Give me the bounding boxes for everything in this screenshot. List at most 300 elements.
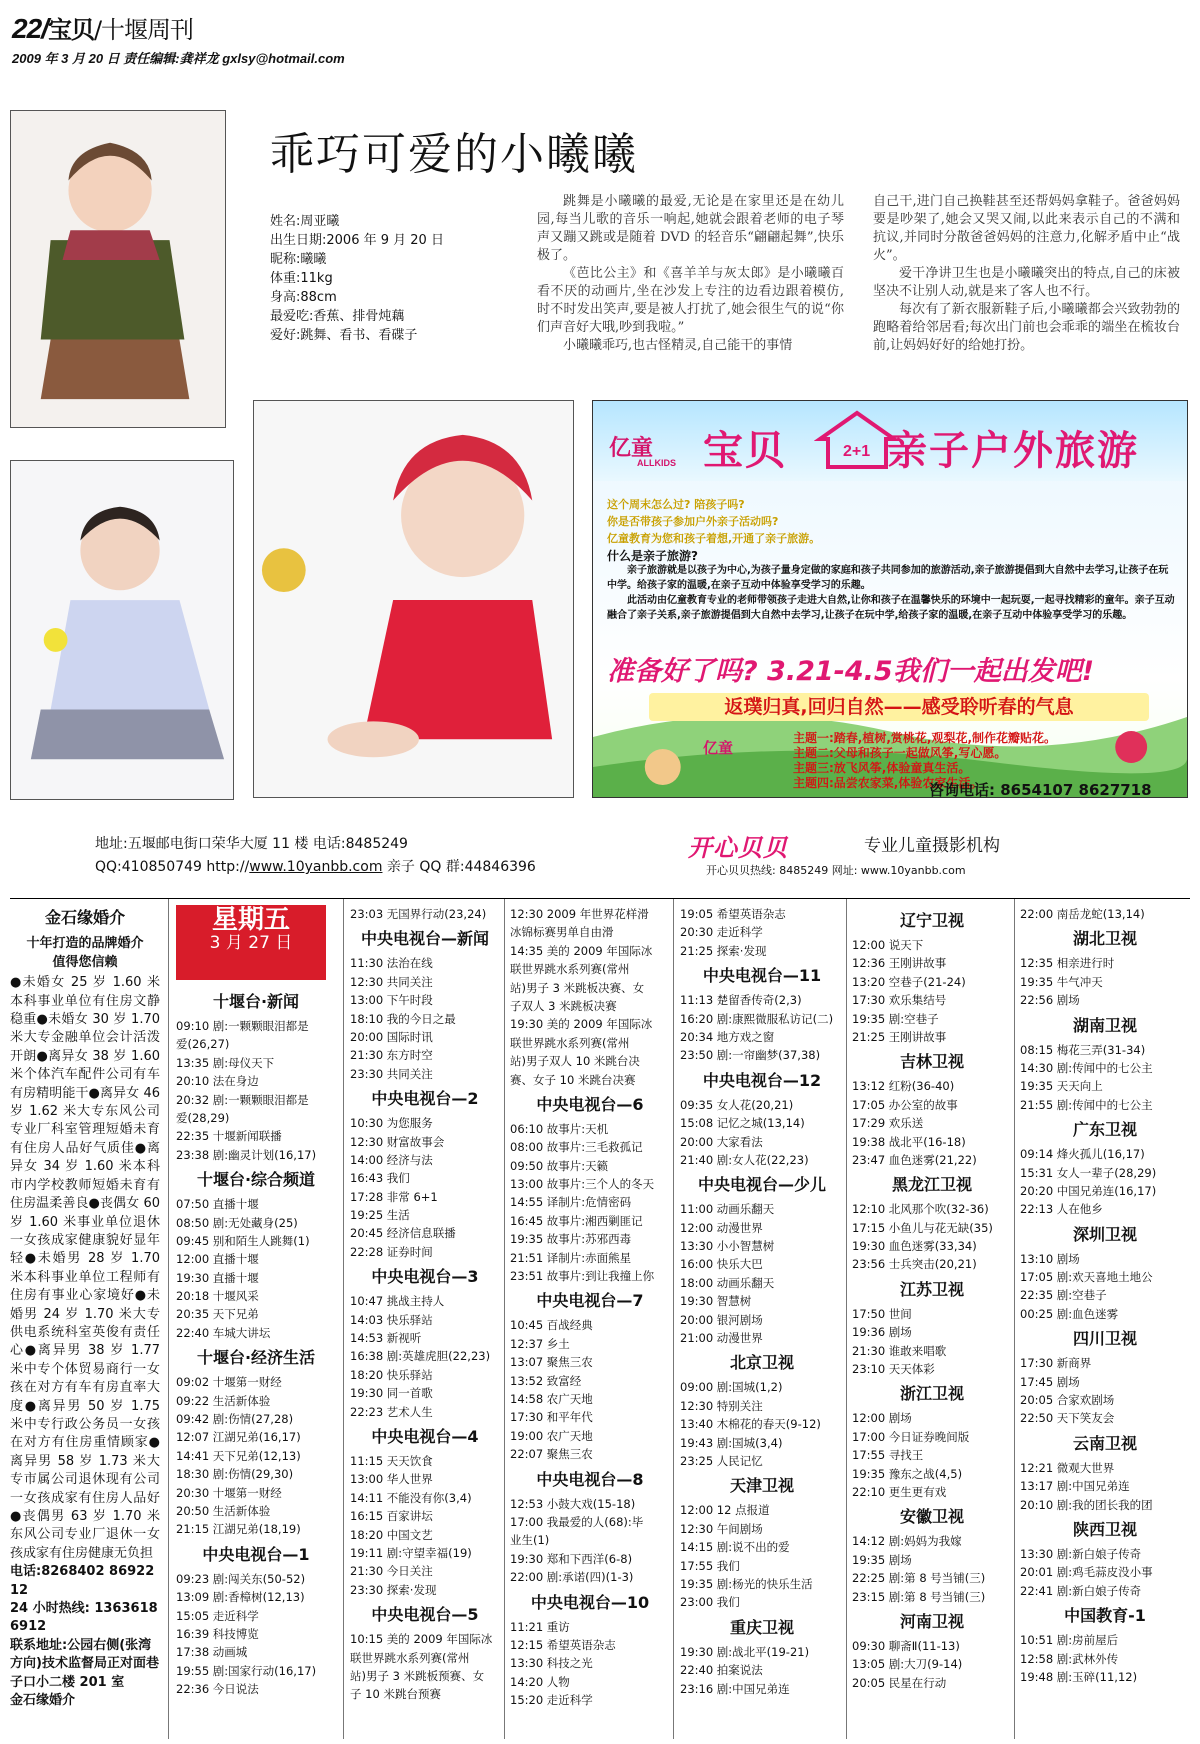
channel-heading: 湖南卫视	[1072, 1015, 1137, 1035]
program-entry: 10:30 为您服务	[350, 1116, 433, 1131]
program-entry: 11:21 重访	[510, 1619, 570, 1634]
program-entry: 13:00 故事片:三个人的冬天	[510, 1177, 655, 1192]
program-entry: 20:30 走近科学	[680, 925, 763, 940]
program-entry: 08:15 梅花三弄(31-34)	[1020, 1042, 1146, 1057]
program-entry: 20:50 生活新体验	[176, 1503, 271, 1518]
marriage-slogan-2: 值得您信赖	[52, 954, 118, 970]
studio-info-strip	[0, 830, 1200, 880]
program-entry: 19:35 豫东之战(4,5)	[852, 1466, 963, 1481]
channel-heading: 中央电视台—3	[371, 1267, 479, 1287]
studio-website-link[interactable]: www.10yanbb.com	[249, 859, 383, 875]
article-paragraph: 自己干,进门自己换鞋甚至还帮妈妈拿鞋子。爸爸妈妈要是吵架了,她会又哭又闹,以此来表示自己的不满和抗议,并同时分散爸爸妈妈的注意力,化解矛盾中止“战火”。	[873, 194, 1180, 263]
program-entry: 09:14 烽火孤儿(16,17)	[1020, 1147, 1145, 1162]
program-entry: 19:30 剧:战北平(19-21)	[680, 1644, 810, 1659]
channel-heading: 浙江卫视	[899, 1384, 964, 1404]
channel-heading: 十堰台·经济生活	[196, 1348, 316, 1368]
channel-heading: 天津卫视	[729, 1476, 794, 1496]
program-entry: 14:12 剧:妈妈为我嫁	[852, 1534, 962, 1549]
program-entry: 07:50 直播十堰	[176, 1197, 259, 1212]
article-paragraph: 小曦曦乖巧,也古怪精灵,自己能干的事情	[563, 338, 793, 353]
program-entry: 19:35 剧场	[852, 1552, 912, 1567]
program-entry: 13:10 剧场	[1020, 1251, 1080, 1266]
program-entry: 13:40 木棉花的春天(9-12)	[680, 1417, 821, 1432]
program-entry: 20:32 剧:一颗颗眼泪都是	[176, 1092, 309, 1107]
program-entry: 23:47 血色迷雾(21,22)	[852, 1152, 977, 1167]
program-entry: 11:30 法治在线	[350, 956, 433, 971]
program-entry: 20:35 天下兄弟	[176, 1307, 259, 1322]
page-number	[12, 10, 193, 45]
column-divider	[673, 899, 674, 1739]
program-entry: 19:30 郑和下西洋(6-8)	[510, 1551, 633, 1566]
profile-height: 身高:88cm	[270, 290, 337, 305]
tv-column-5	[852, 905, 1012, 1692]
channel-heading: 中央电视台—2	[371, 1089, 479, 1109]
channel-heading: 中央电视台—8	[536, 1469, 644, 1489]
program-entry: 18:10 我的今日之最	[350, 1011, 456, 1026]
program-entry: 13:05 剧:大刀(9-14)	[852, 1657, 963, 1672]
program-entry: 10:15 美的 2009 年国际冰	[350, 1632, 493, 1647]
house-icon	[814, 409, 900, 471]
ad-body-paragraph: 此活动由亿童教育专业的老师带领孩子走进大自然,让你和孩子在温馨快乐的环境中一起玩耍,一起寻找精彩的童年。亲子互动融合了亲子关系,亲子旅游提倡到大自然中去学习,让孩子在玩中学,给孩子家的温暖,在亲子互动中体验享受学习的乐趣。	[607, 595, 1175, 621]
article-paragraph: 每次有了新衣服新鞋子后,小曦曦都会兴致勃勃的跑略着给邻居看;每次出门前也会乖乖的端坐在梳妆台前,让妈妈好好的给她打扮。	[873, 302, 1180, 353]
studio-logo: 开心贝贝	[688, 834, 788, 862]
program-entry: 17:30 和平年代	[510, 1410, 593, 1425]
program-entry: 18:20 中国文艺	[350, 1527, 433, 1542]
channel-heading: 中央电视台—新闻	[360, 929, 489, 949]
program-entry: 21:55 剧:传闻中的七公主	[1020, 1097, 1153, 1112]
tv-column-1	[176, 905, 336, 1699]
program-entry: 17:15 小鱼儿与花无缺(35)	[852, 1220, 993, 1235]
column-divider	[504, 899, 505, 1739]
program-entry: 16:43 我们	[350, 1171, 410, 1186]
ad-theme: 主题二:父母和孩子一起做风筝,写心愿。	[793, 746, 1007, 760]
program-entry: 12:37 乡土	[510, 1336, 570, 1351]
program-entry: 联世界跳水系列赛(常州	[510, 1035, 630, 1050]
program-entry: 13:52 致富经	[510, 1373, 582, 1388]
program-entry: 20:30 十堰第一财经	[176, 1485, 282, 1500]
program-entry: 联世界跳水系列赛(常州	[350, 1650, 470, 1665]
ad-logo: 亿童	[609, 436, 654, 461]
profile-list	[270, 212, 520, 345]
program-entry: 19:55 剧:国家行动(16,17)	[176, 1663, 317, 1678]
channel-heading: 黑龙江卫视	[891, 1175, 972, 1195]
program-entry: 爱(28,29)	[176, 1110, 230, 1125]
ad-banner-left: 宝贝	[703, 428, 787, 474]
profile-name: 姓名:周亚曦	[270, 214, 340, 229]
program-entry: 23:00 我们	[680, 1595, 740, 1610]
channel-heading: 中央电视台—少儿	[697, 1175, 826, 1195]
studio-qq-line	[95, 856, 536, 876]
program-entry: 10:51 剧:房前屋后	[1020, 1633, 1119, 1648]
profile-hobby: 爱好:跳舞、看书、看碟子	[270, 328, 418, 343]
channel-heading: 中央电视台—5	[371, 1605, 479, 1625]
program-entry: 19:30 直播十堰	[176, 1270, 259, 1285]
tv-column-3	[510, 905, 670, 1709]
program-entry: 22:00 剧:承诺(四)(1-3)	[510, 1570, 634, 1585]
program-entry: 12:00 说天下	[852, 938, 924, 952]
program-entry: 19:30 美的 2009 年国际冰	[510, 1017, 653, 1032]
profile-weight: 体重:11kg	[270, 271, 333, 286]
program-entry: 09:02 十堰第一财经	[176, 1375, 282, 1390]
program-entry: 14:53 新视听	[350, 1331, 422, 1346]
ad-phone: 咨询电话: 8654107 8627718	[929, 781, 1152, 798]
program-entry: 23:16 剧:中国兄弟连	[680, 1681, 790, 1696]
program-entry: 14:30 剧:传闻中的七公主	[1020, 1060, 1153, 1075]
program-entry: 业生(1)	[510, 1533, 550, 1548]
program-entry: 13:12 红粉(36-40)	[852, 1079, 955, 1094]
marriage-brand: 金石缘婚介	[10, 1693, 76, 1709]
ad-house-label: 2+1	[843, 443, 871, 460]
program-entry: 00:25 剧:血色迷雾	[1020, 1306, 1119, 1321]
photo-baby-standing	[10, 110, 226, 428]
weekday: 星期五	[211, 905, 290, 935]
program-entry: 22:25 剧:第 8 号当铺(三)	[852, 1571, 986, 1586]
program-entry: 21:00 动漫世界	[680, 1331, 763, 1346]
program-entry: 站)男子 3 米跳板预赛、女	[350, 1668, 485, 1683]
channel-heading: 中央电视台—11	[702, 966, 822, 986]
ad-question-3: 亿童教育为您和孩子着想,开通了亲子旅游。	[607, 532, 821, 545]
program-entry: 18:30 剧:伤情(29,30)	[176, 1467, 294, 1482]
program-entry: 爱(26,27)	[176, 1037, 230, 1052]
ad-question-2: 你是否带孩子参加户外亲子活动吗?	[607, 515, 779, 528]
program-entry: 21:40 剧:女人花(22,23)	[680, 1152, 809, 1167]
program-entry: 22:36 今日说法	[176, 1682, 259, 1697]
program-entry: 12:36 王刚讲故事	[852, 956, 947, 971]
program-entry: 12:30 2009 年世界花样滑	[510, 907, 649, 921]
program-entry: 17:29 欢乐送	[852, 1116, 924, 1131]
marriage-address: 联系地址:公园右侧(张湾方向)技术监督局正对面巷子口小二楼 201 室	[10, 1637, 159, 1690]
program-entry: 22:50 天下笑友会	[1020, 1411, 1115, 1426]
program-entry: 19:00 农广天地	[510, 1428, 593, 1443]
program-entry: 14:03 快乐驿站	[350, 1312, 433, 1327]
program-entry: 20:20 中国兄弟连(16,17)	[1020, 1183, 1157, 1198]
program-entry: 19:05 希望英语杂志	[680, 907, 786, 921]
program-entry: 12:15 希望英语杂志	[510, 1637, 616, 1652]
program-entry: 17:00 我最爱的人(68):毕	[510, 1514, 644, 1529]
program-entry: 22:28 证券时间	[350, 1244, 433, 1259]
program-entry: 09:45 别和陌生人跳舞(1)	[176, 1233, 310, 1248]
program-entry: 21:25 王刚讲故事	[852, 1029, 947, 1044]
program-entry: 19:30 同一首歌	[350, 1386, 433, 1401]
program-entry: 20:00 大家看法	[680, 1134, 763, 1149]
program-entry: 19:35 牛气冲天	[1020, 974, 1103, 989]
program-entry: 12:30 共同关注	[350, 974, 433, 989]
program-entry: 08:50 剧:无处藏身(25)	[176, 1215, 298, 1230]
channel-heading: 十堰台·综合频道	[196, 1170, 316, 1190]
channel-heading: 中央电视台—1	[202, 1544, 310, 1564]
article-title: 乖巧可爱的小曦曦	[270, 129, 638, 180]
program-entry: 14:41 天下兄弟(12,13)	[176, 1448, 301, 1463]
channel-heading: 安徽卫视	[899, 1507, 964, 1527]
program-entry: 22:07 聚焦三农	[510, 1447, 593, 1462]
program-entry: 17:05 剧:欢天喜地土地公	[1020, 1270, 1153, 1285]
program-entry: 13:30 科技之光	[510, 1656, 593, 1671]
program-entry: 23:15 剧:第 8 号当铺(三)	[852, 1589, 986, 1604]
program-entry: 06:10 故事片:天机	[510, 1121, 609, 1136]
photo-baby-red	[253, 400, 574, 798]
program-entry: 19:36 剧场	[852, 1325, 912, 1340]
program-entry: 11:13 楚留香传奇(2,3)	[680, 993, 802, 1008]
program-entry: 17:38 动画城	[176, 1645, 248, 1660]
program-entry: 16:38 剧:英雄虎胆(22,23)	[350, 1349, 491, 1364]
photo-baby-sitting	[10, 460, 234, 800]
program-entry: 22:41 剧:新白娘子传奇	[1020, 1583, 1142, 1598]
program-entry: 17:45 剧场	[1020, 1374, 1080, 1389]
channel-heading: 中国教育-1	[1064, 1606, 1146, 1626]
program-entry: 17:50 世间	[852, 1306, 912, 1321]
program-entry: 12:21 微观大世界	[1020, 1460, 1115, 1475]
program-entry: 23:25 人民记忆	[680, 1453, 763, 1468]
program-entry: 14:58 农广天地	[510, 1391, 593, 1406]
ad-theme: 主题三:放飞风筝,体验童真生活。	[793, 761, 971, 775]
channel-heading: 深圳卫视	[1072, 1224, 1137, 1244]
ad-slogan: 返璞归真,回归自然——感受聆听春的气息	[649, 693, 1149, 721]
program-entry: 23:50 剧:一帘幽梦(37,38)	[680, 1048, 821, 1063]
marriage-slogan-1: 十年打造的品牌婚介	[26, 936, 144, 952]
program-entry: 17:00 今日证券晚间版	[852, 1429, 970, 1444]
profile-birth: 出生日期:2006 年 9 月 20 日	[270, 233, 444, 248]
program-entry: 12:07 江湖兄弟(16,17)	[176, 1430, 301, 1445]
program-entry: 23:03 无国界行动(23,24)	[350, 907, 487, 921]
program-entry: 16:00 快乐大巴	[680, 1257, 763, 1272]
program-entry: 12:30 特别关注	[680, 1398, 763, 1413]
tv-listing-section	[10, 898, 1190, 1738]
channel-heading: 中央电视台—4	[371, 1426, 479, 1446]
ad-body	[607, 563, 1177, 623]
program-entry: 09:30 聊斋Ⅱ(11-13)	[852, 1638, 960, 1653]
article-column-2	[873, 193, 1180, 355]
ad-question-1: 这个周末怎么过? 陪孩子吗?	[607, 498, 745, 511]
marriage-agency-ad	[10, 909, 160, 1710]
program-entry: 13:30 小小智慧树	[680, 1239, 775, 1254]
program-entry: 12:30 财富故事会	[350, 1134, 445, 1149]
program-entry: 22:10 更生更有戏	[852, 1484, 947, 1499]
ad-body-paragraph: 亲子旅游就是以孩子为中心,为孩子量身定做的家庭和孩子共同参加的旅游活动,亲子旅游提倡到大自然中去学习,让孩子在玩中学。给孩子家的温暖,在亲子互动中体验享受学习的乐趣。	[607, 565, 1169, 591]
program-entry: 12:00 12 点报道	[680, 1503, 770, 1518]
program-entry: 12:00 直播十堰	[176, 1252, 259, 1267]
program-entry: 09:35 女人花(20,21)	[680, 1097, 794, 1112]
tv-column-2	[350, 905, 500, 1704]
program-entry: 23:56 士兵突击(20,21)	[852, 1257, 977, 1272]
page-header	[12, 8, 1188, 68]
channel-heading: 陕西卫视	[1072, 1519, 1137, 1539]
program-entry: 子双人 3 米跳板决赛	[510, 998, 617, 1013]
ad-ready-headline: 准备好了吗? 3.21-4.5我们一起出发吧!	[607, 656, 1095, 687]
program-entry: 19:11 剧:守望幸福(19)	[350, 1545, 472, 1560]
ad-banner	[703, 419, 1139, 476]
program-entry: 19:35 剧:空巷子	[852, 1011, 939, 1026]
profile-food: 最爱吃:香蕉、排骨炖藕	[270, 309, 405, 324]
program-entry: 08:00 故事片:三毛救孤记	[510, 1140, 643, 1155]
program-entry: 赛、女子 10 米跳台决赛	[510, 1072, 636, 1087]
day-box	[176, 905, 326, 980]
program-entry: 21:30 谁敢来唱歌	[852, 1343, 947, 1358]
marriage-hotline: 24 小时热线: 13636186912	[10, 1601, 158, 1635]
program-entry: 14:00 经济与法	[350, 1152, 433, 1167]
program-entry: 15:20 走近科学	[510, 1693, 593, 1708]
profile-nickname: 昵称:曦曦	[270, 252, 327, 267]
program-entry: 14:35 美的 2009 年国际冰	[510, 943, 653, 958]
channel-heading: 四川卫视	[1072, 1329, 1137, 1349]
program-entry: 13:09 剧:香樟树(12,13)	[176, 1590, 305, 1605]
program-entry: 站)男子双人 10 米跳台决	[510, 1054, 640, 1069]
section-name: 宝贝	[47, 16, 94, 44]
program-entry: 09:00 剧:国城(1,2)	[680, 1380, 783, 1395]
column-divider	[1014, 899, 1015, 1739]
article-paragraph: 《芭比公主》和《喜羊羊与灰太郎》是小曦曦百看不厌的动画片,坐在沙发上专注的边看边跟着模仿,时不时发出笑声,要是被人打扰了,她会很生气的说“你们声音好大哦,吵到我啦。”	[537, 266, 844, 335]
program-entry: 19:30 智慧树	[680, 1294, 752, 1309]
program-entry: 18:00 动画乐翻天	[680, 1275, 775, 1290]
program-entry: 22:40 车城大讲坛	[176, 1325, 271, 1340]
program-entry: 16:15 百家讲坛	[350, 1509, 433, 1524]
studio-hotline: 开心贝贝热线: 8485249 网址: www.10yanbb.com	[706, 864, 966, 877]
studio-address: 地址:五堰邮电街口荣华大厦 11 楼 电话:8485249	[95, 836, 408, 852]
channel-heading: 北京卫视	[729, 1353, 794, 1373]
program-entry: 12:10 北风那个吹(32-36)	[852, 1202, 989, 1217]
program-entry: 21:15 江湖兄弟(18,19)	[176, 1522, 301, 1537]
program-entry: 17:55 我们	[680, 1558, 740, 1573]
tv-column-4	[680, 905, 844, 1698]
column-divider	[168, 899, 169, 1739]
program-entry: 11:00 动画乐翻天	[680, 1202, 775, 1217]
date: 3 月 27 日	[209, 933, 293, 954]
marriage-phone: 电话:8268402 8692212	[10, 1564, 155, 1598]
program-entry: 10:47 挑战主持人	[350, 1294, 445, 1309]
program-entry: 09:22 生活新体验	[176, 1393, 271, 1408]
program-entry: 17:30 欢乐集结号	[852, 993, 947, 1008]
studio-tagline: 专业儿童摄影机构	[864, 836, 1000, 856]
program-entry: 21:51 译制片:赤面熊星	[510, 1250, 632, 1265]
publication-name: 十堰周刊	[101, 16, 194, 44]
column-divider	[343, 899, 344, 1739]
program-entry: 22:13 人在他乡	[1020, 1202, 1103, 1217]
date-editor-line: 2009 年 3 月 20 日 责任编辑:龚祥龙 gxlsy@hotmail.com	[12, 51, 345, 66]
program-entry: 12:00 动漫世界	[680, 1220, 763, 1235]
travel-advertisement	[592, 400, 1188, 798]
program-entry: 18:20 快乐驿站	[350, 1367, 433, 1382]
program-entry: 23:10 天天体彩	[852, 1362, 935, 1377]
program-entry: 15:08 记忆之城(13,14)	[680, 1116, 805, 1131]
program-entry: 12:30 午间剧场	[680, 1521, 763, 1536]
program-entry: 20:10 剧:我的团长我的团	[1020, 1497, 1153, 1512]
program-entry: 15:31 女人一辈子(28,29)	[1020, 1165, 1157, 1180]
page-num: 22/	[12, 13, 48, 44]
ad-logo-small: 亿童	[703, 739, 734, 757]
program-entry: 22:56 剧场	[1020, 993, 1080, 1008]
channel-heading: 中央电视台—6	[536, 1094, 644, 1114]
program-entry: 16:39 科技博览	[176, 1626, 259, 1641]
program-entry: 15:05 走近科学	[176, 1608, 259, 1623]
program-entry: 12:53 小鼓大戏(15-18)	[510, 1496, 636, 1511]
channel-heading: 中央电视台—7	[536, 1291, 644, 1311]
program-entry: 23:30 共同关注	[350, 1066, 433, 1081]
program-entry: 09:42 剧:伤情(27,28)	[176, 1412, 294, 1427]
article-column-1	[537, 193, 844, 355]
program-entry: 09:23 剧:闯关东(50-52)	[176, 1571, 306, 1586]
program-entry: 22:00 南岳龙蛇(13,14)	[1020, 907, 1145, 921]
header-sep: /	[93, 16, 102, 44]
channel-heading: 河南卫视	[899, 1611, 964, 1631]
channel-heading: 吉林卫视	[899, 1052, 964, 1072]
marriage-title: 金石缘婚介	[44, 908, 125, 927]
program-entry: 20:45 经济信息联播	[350, 1226, 456, 1241]
program-entry: 17:55 寻找王	[852, 1448, 924, 1463]
ad-logo-sub: ALLKIDS	[637, 458, 676, 468]
channel-heading: 中央电视台—12	[702, 1070, 822, 1090]
program-entry: 19:35 天天向上	[1020, 1079, 1103, 1094]
program-entry: 23:30 探索·发现	[350, 1582, 437, 1597]
studio-qq-b: 亲子 QQ 群:44846396	[382, 859, 536, 875]
program-entry: 冰锦标赛男单自由滑	[510, 925, 614, 940]
program-entry: 12:00 剧场	[852, 1411, 912, 1426]
ad-what-heading: 什么是亲子旅游?	[607, 549, 698, 563]
program-entry: 20:10 法在身边	[176, 1074, 259, 1089]
program-entry: 20:00 国际时讯	[350, 1029, 433, 1044]
ad-theme: 主题四:品尝农家菜,体验农家生活。	[793, 776, 983, 790]
program-entry: 19:25 生活	[350, 1208, 410, 1223]
program-entry: 14:11 不能没有你(3,4)	[350, 1490, 472, 1505]
program-entry: 20:00 银河剧场	[680, 1312, 763, 1327]
article-paragraph: 爱干净讲卫生也是小曦曦突出的特点,自己的床被坚决不让别人动,就是来了客人也不行。	[873, 266, 1180, 299]
program-entry: 13:17 剧:中国兄弟连	[1020, 1479, 1130, 1494]
program-entry: 19:30 血色迷雾(33,34)	[852, 1239, 977, 1254]
channel-heading: 云南卫视	[1072, 1433, 1137, 1453]
program-entry: 20:05 合家欢剧场	[1020, 1393, 1115, 1408]
program-entry: 13:00 下午时段	[350, 993, 433, 1008]
studio-qq-a: QQ:410850749 http://	[95, 859, 250, 875]
program-entry: 20:05 民星在行动	[852, 1675, 947, 1690]
program-entry: 21:30 今日关注	[350, 1564, 433, 1579]
channel-heading: 重庆卫视	[729, 1617, 794, 1637]
program-entry: 11:15 天天饮食	[350, 1453, 433, 1468]
program-entry: 23:38 剧:幽灵计划(16,17)	[176, 1147, 317, 1162]
program-entry: 联世界跳水系列赛(常州	[510, 962, 630, 977]
program-entry: 12:58 剧:武林外传	[1020, 1651, 1119, 1666]
program-entry: 23:51 故事片:到让我撞上你	[510, 1269, 655, 1284]
program-entry: 14:55 译制片:危情密码	[510, 1195, 632, 1210]
program-entry: 13:20 空巷子(21-24)	[852, 974, 966, 989]
program-entry: 19:48 剧:玉碎(11,12)	[1020, 1669, 1138, 1684]
ad-banner-right: 亲子户外旅游	[887, 428, 1139, 474]
program-entry: 20:18 十堰风采	[176, 1289, 259, 1304]
tv-column-6	[1020, 905, 1190, 1686]
program-entry: 17:30 新商界	[1020, 1356, 1092, 1371]
program-entry: 22:35 十堰新闻联播	[176, 1129, 282, 1144]
program-entry: 14:15 剧:说不出的爱	[680, 1540, 790, 1555]
program-entry: 22:23 艺术人生	[350, 1404, 433, 1419]
program-entry: 17:05 办公室的故事	[852, 1097, 958, 1112]
program-entry: 14:20 人物	[510, 1674, 570, 1689]
channel-heading: 辽宁卫视	[899, 911, 964, 930]
article-paragraph: 跳舞是小曦曦的最爱,无论是在家里还是在幼儿园,每当儿歌的音乐一响起,她就会跟着老师的电子琴声又蹦又跳或是随着 DVD 的轻音乐“翩翩起舞”,快乐极了。	[537, 194, 844, 263]
program-entry: 13:00 华人世界	[350, 1472, 433, 1487]
program-entry: 13:30 剧:新白娘子传奇	[1020, 1546, 1142, 1561]
program-entry: 22:40 拍案说法	[680, 1663, 763, 1678]
program-entry: 17:28 非常 6+1	[350, 1189, 438, 1204]
program-entry: 12:35 相亲进行时	[1020, 956, 1115, 971]
program-entry: 09:10 剧:一颗颗眼泪都是	[176, 1019, 309, 1033]
program-entry: 10:45 百战经典	[510, 1318, 593, 1333]
program-entry: 子 10 米跳台预赛	[350, 1687, 441, 1702]
program-entry: 16:20 剧:康熙微服私访记(二)	[680, 1011, 834, 1026]
ad-theme: 主题一:踏春,植树,赏桃花,观梨花,制作花瓣贴花。	[793, 731, 1057, 745]
program-entry: 19:35 剧:杨光的快乐生活	[680, 1576, 813, 1591]
program-entry: 19:35 故事片:苏邪西毒	[510, 1232, 632, 1247]
channel-heading: 江苏卫视	[899, 1279, 964, 1299]
channel-heading: 中央电视台—10	[530, 1592, 650, 1612]
program-entry: 22:35 剧:空巷子	[1020, 1288, 1107, 1303]
program-entry: 13:07 聚焦三农	[510, 1355, 593, 1370]
